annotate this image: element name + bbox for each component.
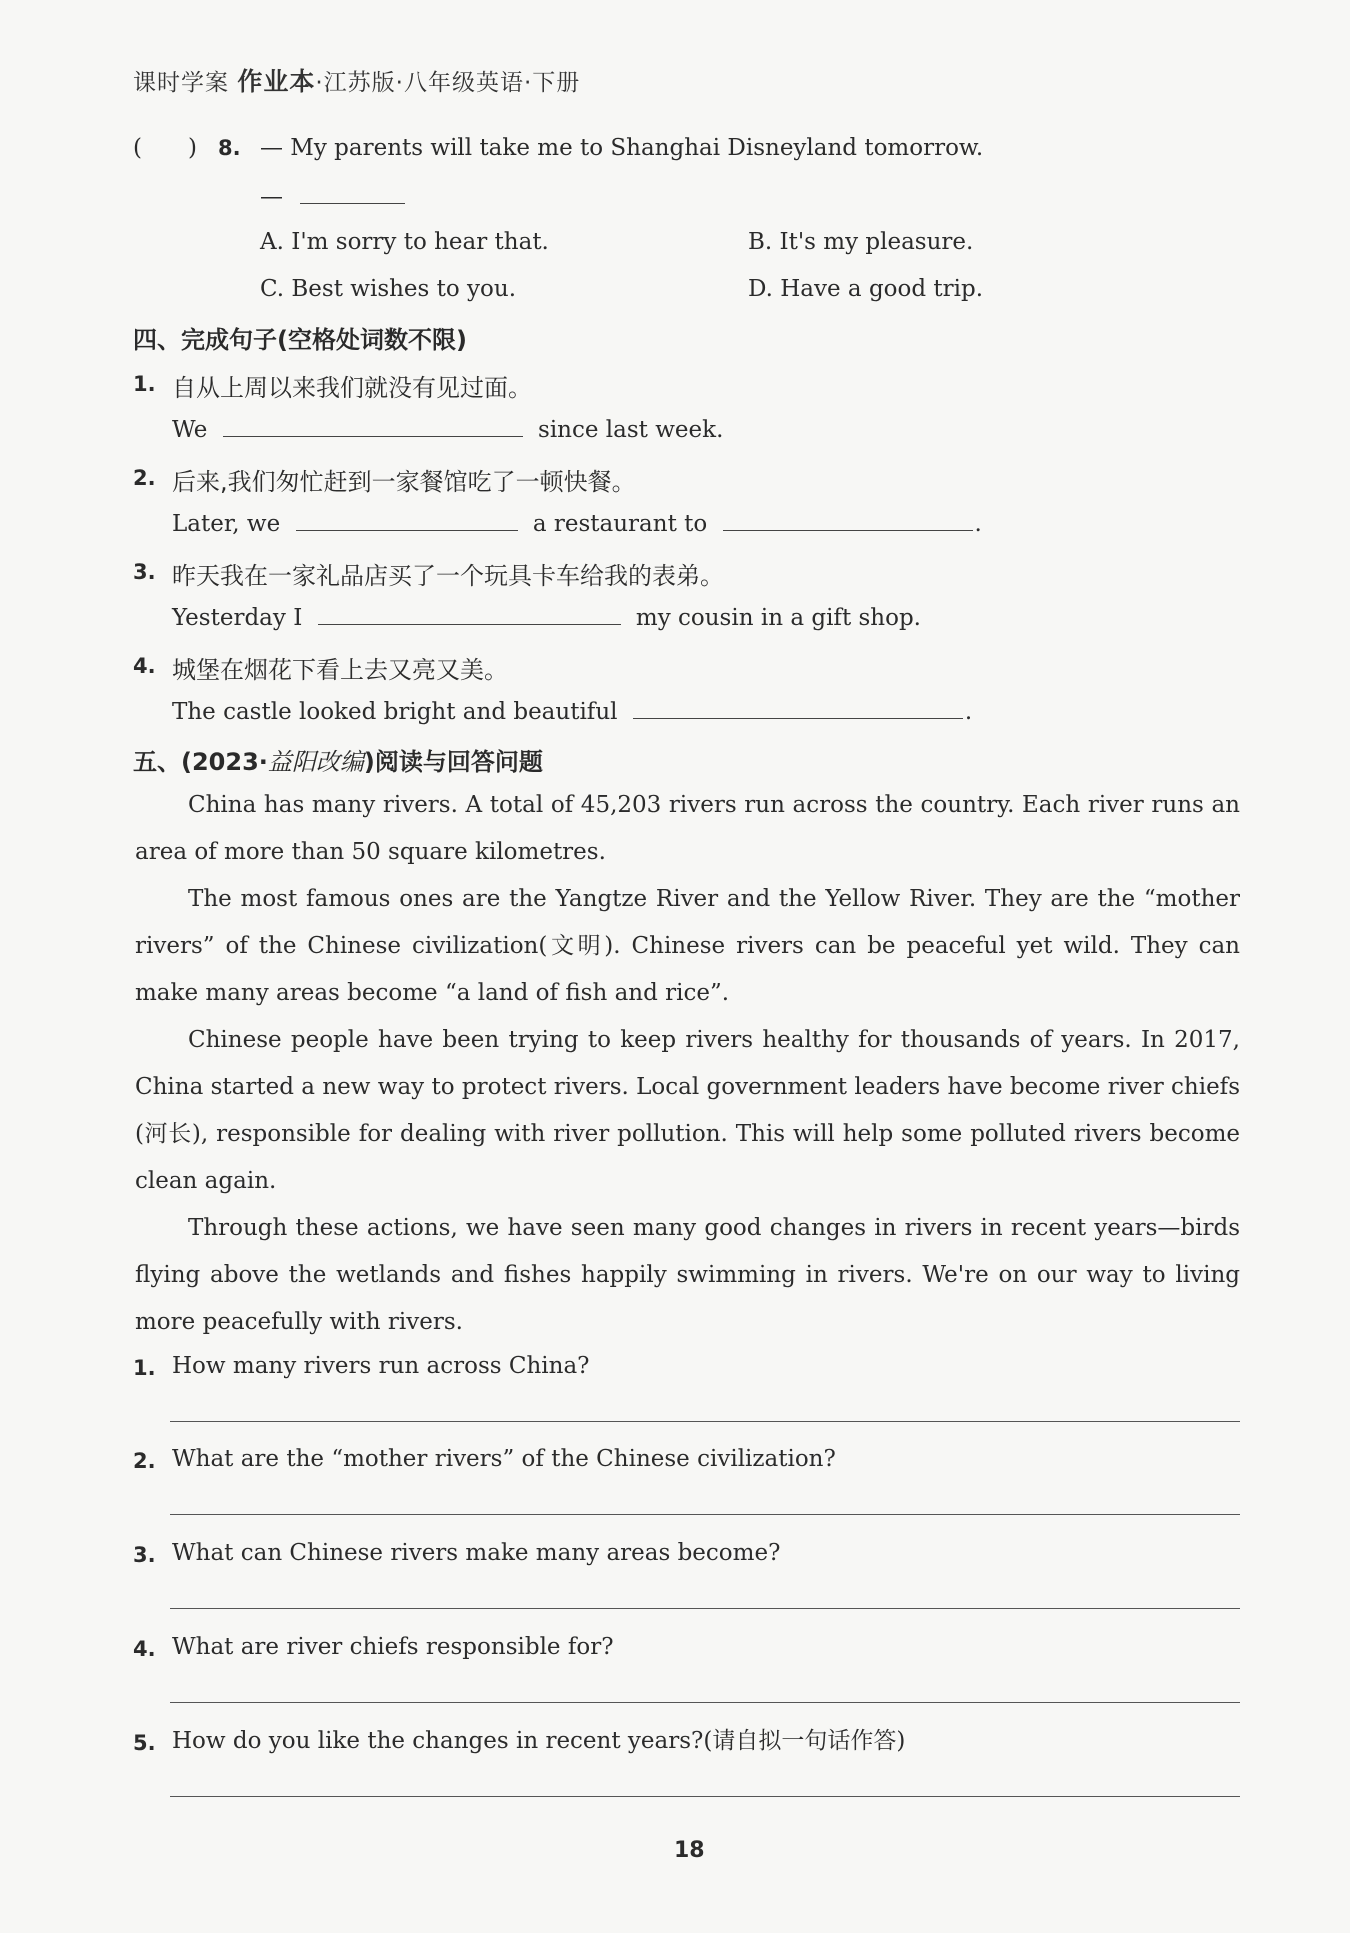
s4-item3-end: my cousin in a gift shop. [635,605,921,631]
s4-item3-english [172,602,921,633]
q3-text: What can Chinese rivers make many areas become? [172,1540,781,1566]
q3-answer-line[interactable] [170,1608,1240,1609]
s4-item4-end: . [964,699,973,725]
q8-answer-paren[interactable]: ( ) [133,135,197,161]
q8-blank[interactable] [300,181,405,204]
page-number: 18 [674,1838,705,1863]
header-series: 课时学案 [133,70,229,96]
q8-response-line [260,181,405,212]
q2-number: 2. [133,1449,156,1473]
s4-item1-chinese: 自从上周以来我们就没有见过面。 [172,374,532,402]
q8-option-c[interactable]: C. Best wishes to you. [260,276,517,302]
section-5-title [133,742,543,777]
section-5-title-start: 五、(2023· [133,748,268,776]
q1-text: How many rivers run across China? [172,1353,590,1379]
s4-item1-number: 1. [133,372,156,396]
passage-paragraph-3: Chinese people have been trying to keep rivers healthy for thousands of years. In 2017, China started a new way to protect rivers. Local government leaders have become river chiefs (河长), responsible for dealing with river pollution. This will help some polluted rivers become clean again. [135,1027,1240,1194]
s4-item3-number: 3. [133,560,156,584]
s4-item1-end: since last week. [538,417,724,443]
s4-item2-number: 2. [133,466,156,490]
q8-option-a[interactable]: A. I'm sorry to hear that. [260,229,549,255]
s4-item2-blank-2[interactable] [723,508,973,531]
s4-item4-english [172,696,972,727]
q8-dash: — [260,184,283,210]
q3-number: 3. [133,1543,156,1567]
s4-item3-start: Yesterday I [172,605,303,631]
q5-answer-line[interactable] [170,1796,1240,1797]
s4-item4-blank[interactable] [633,696,963,719]
s4-item1-blank[interactable] [223,414,523,437]
header-book: 作业本 [237,67,316,96]
s4-item2-middle: a restaurant to [532,511,708,537]
passage-paragraph-2: The most famous ones are the Yangtze River and the Yellow River. They are the “mother rivers” of the Chinese civilization(文明). Chinese rivers can be peaceful yet wild. They can make many areas become “a land of fish and rice”. [135,886,1240,1006]
section-5-source: 益阳改编 [267,748,364,776]
s4-item1-english [172,414,723,445]
q4-text: What are river chiefs responsible for? [172,1634,614,1660]
q8-option-b[interactable]: B. It's my pleasure. [748,229,974,255]
q2-answer-line[interactable] [170,1514,1240,1515]
section-4-title: 四、完成句子(空格处词数不限) [133,326,467,354]
q5-text: How do you like the changes in recent years?(请自拟一句话作答) [172,1728,906,1754]
s4-item2-start: Later, we [172,511,281,537]
s4-item3-chinese: 昨天我在一家礼品店买了一个玩具卡车给我的表弟。 [172,562,724,590]
s4-item4-number: 4. [133,654,156,678]
q5-number: 5. [133,1731,156,1755]
s4-item2-english [172,508,982,539]
q1-number: 1. [133,1356,156,1380]
s4-item4-start: The castle looked bright and beautiful [172,699,618,725]
passage-paragraph-4: Through these actions, we have seen many good changes in rivers in recent years—birds flying above the wetlands and fishes happily swimming in rivers. We're on our way to living more peacefully with rivers. [135,1215,1240,1335]
q8-option-d[interactable]: D. Have a good trip. [748,276,984,302]
q1-answer-line[interactable] [170,1421,1240,1422]
q8-prompt: — My parents will take me to Shanghai Disneyland tomorrow. [260,135,984,161]
section-5-title-end: )阅读与回答问题 [363,748,543,776]
q4-answer-line[interactable] [170,1702,1240,1703]
passage-paragraph-1: China has many rivers. A total of 45,203 rivers run across the country. Each river runs an area of more than 50 square kilometres. [135,792,1240,865]
q2-text: What are the “mother rivers” of the Chinese civilization? [172,1446,836,1472]
s4-item4-chinese: 城堡在烟花下看上去又亮又美。 [172,656,508,684]
q8-number: 8. [218,136,241,160]
s4-item3-blank[interactable] [318,602,621,625]
s4-item2-blank-1[interactable] [296,508,518,531]
header-edition: ·江苏版·八年级英语·下册 [315,70,581,96]
q4-number: 4. [133,1637,156,1661]
s4-item2-chinese: 后来,我们匆忙赶到一家餐馆吃了一顿快餐。 [172,468,636,496]
page-header [133,62,580,98]
s4-item2-end: . [974,511,982,537]
s4-item1-start: We [172,417,208,443]
